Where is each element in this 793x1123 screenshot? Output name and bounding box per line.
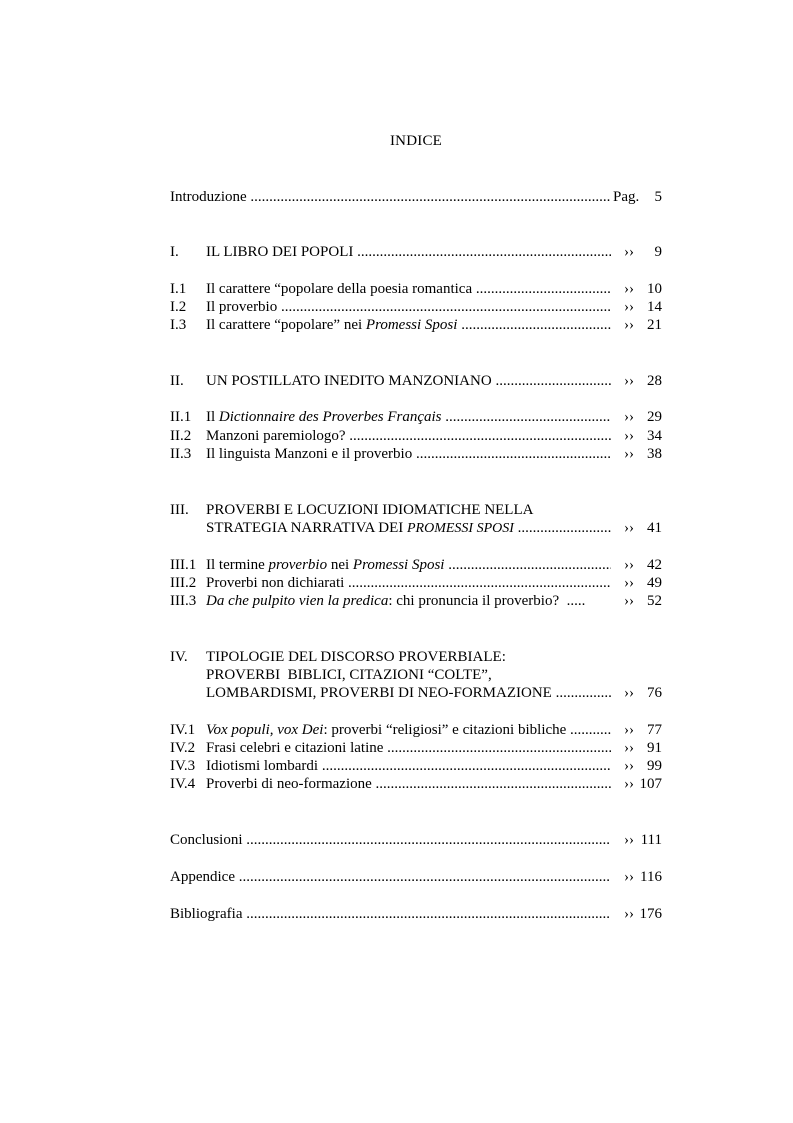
page-number: 5 [654, 189, 662, 205]
arrow-mark: ›› [624, 832, 634, 848]
chapter-number: II. [170, 373, 184, 389]
section-number: III.3 [170, 593, 197, 609]
page-number: 111 [640, 832, 662, 848]
chapter-number: IV. [170, 649, 188, 665]
chapter-number: III. [170, 502, 189, 518]
toc-section-4-3[interactable] [170, 757, 662, 776]
page-number: 52 [647, 593, 662, 609]
section-number: I.2 [170, 299, 187, 315]
arrow-mark: ›› [624, 520, 634, 536]
section-title-italic: Vox populi, vox Dei [206, 722, 324, 738]
section-number: I.3 [170, 317, 187, 333]
toc-section-2-3[interactable] [170, 445, 662, 464]
chapter-title: PROVERBI E LOCUZIONI IDIOMATICHE NELLA [206, 502, 534, 518]
toc-section-2-2[interactable] [170, 427, 662, 446]
toc-chapter-3-line1[interactable] [170, 501, 662, 520]
section-title: : chi pronuncia il proverbio? [388, 593, 560, 609]
arrow-mark: ›› [624, 244, 634, 260]
section-number: IV.1 [170, 722, 196, 738]
section-title: nei [327, 557, 353, 573]
section-title-italic: Da che pulpito vien la predica [206, 593, 389, 609]
arrow-mark: ›› [624, 776, 634, 792]
chapter-number: I. [170, 244, 179, 260]
arrow-mark: ›› [624, 409, 634, 425]
toc-section-4-4[interactable] [170, 775, 662, 794]
section-title: Manzoni paremiologo? [206, 428, 346, 444]
toc-chapter-1[interactable] [170, 243, 662, 262]
toc-entry-bibliografia[interactable] [170, 905, 662, 924]
section-title: Proverbi non dichiarati [206, 575, 345, 591]
page-number: 77 [647, 722, 662, 738]
section-number: II.2 [170, 428, 192, 444]
arrow-mark: ›› [624, 281, 634, 297]
toc-chapter-3-line2[interactable] [170, 519, 662, 538]
pag-label: Pag. [613, 189, 640, 205]
entry-label: Bibliografia [170, 906, 243, 922]
section-title: Proverbi di neo-formazione [206, 776, 372, 792]
section-title: Il termine [206, 557, 269, 573]
page-number: 34 [647, 428, 662, 444]
page-number: 49 [647, 575, 662, 591]
arrow-mark: ›› [624, 557, 634, 573]
section-number: II.3 [170, 446, 192, 462]
chapter-title: UN POSTILLATO INEDITO MANZONIANO [206, 373, 492, 389]
toc-chapter-2[interactable] [170, 372, 662, 391]
arrow-mark: ›› [624, 869, 634, 885]
chapter-title: TIPOLOGIE DEL DISCORSO PROVERBIALE: [206, 649, 506, 665]
arrow-mark: ›› [624, 685, 634, 701]
section-title-italic: proverbio [268, 557, 328, 573]
section-title: Frasi celebri e citazioni latine [206, 740, 384, 756]
toc-chapter-4-line1[interactable] [170, 648, 662, 667]
section-title: Il linguista Manzoni e il proverbio [206, 446, 413, 462]
section-number: IV.2 [170, 740, 196, 756]
entry-label: Introduzione [170, 189, 247, 205]
section-title: Il carattere “popolare della poesia romantica [206, 281, 473, 297]
page-number: 76 [647, 685, 662, 701]
toc-section-1-1[interactable] [170, 280, 662, 299]
arrow-mark: ›› [624, 906, 634, 922]
section-number: II.1 [170, 409, 192, 425]
toc-section-2-1[interactable] [170, 408, 662, 427]
page-number: 91 [647, 740, 662, 756]
arrow-mark: ›› [624, 446, 634, 462]
arrow-mark: ›› [624, 575, 634, 591]
section-number: III.1 [170, 557, 197, 573]
toc-entry-conclusioni[interactable] [170, 831, 662, 850]
section-title-italic: Dictionnaire des Proverbes Français [218, 409, 442, 425]
toc-section-4-2[interactable] [170, 739, 662, 758]
entry-label: Conclusioni [170, 832, 243, 848]
arrow-mark: ›› [624, 373, 634, 389]
page-title: INDICE [389, 133, 443, 149]
toc-entry-appendice[interactable] [170, 868, 662, 887]
chapter-title: IL LIBRO DEI POPOLI [206, 244, 354, 260]
page-number: 9 [654, 244, 662, 260]
section-title-italic: Promessi Sposi [365, 317, 458, 333]
entry-label: Appendice [170, 869, 235, 885]
page-number: 41 [647, 520, 662, 536]
page-number: 116 [640, 869, 662, 885]
section-title: : proverbi “religiosi” e citazioni bibliche [323, 722, 567, 738]
page-number: 38 [647, 446, 662, 462]
page-number: 99 [647, 758, 662, 774]
section-title: Il [206, 409, 219, 425]
arrow-mark: ›› [624, 740, 634, 756]
toc-chapter-4-line2[interactable] [170, 666, 662, 685]
arrow-mark: ›› [624, 722, 634, 738]
toc-chapter-4-line3[interactable] [170, 684, 662, 703]
toc-section-3-2[interactable] [170, 574, 662, 593]
section-number: IV.3 [170, 758, 196, 774]
arrow-mark: ›› [624, 317, 634, 333]
section-title: Idiotismi lombardi [206, 758, 319, 774]
arrow-mark: ›› [624, 758, 634, 774]
section-number: I.1 [170, 281, 187, 297]
toc-section-4-1[interactable] [170, 721, 662, 740]
section-number: III.2 [170, 575, 197, 591]
section-title: Il proverbio [206, 299, 278, 315]
page-number: 107 [639, 776, 662, 792]
toc-section-3-3[interactable] [170, 592, 662, 611]
arrow-mark: ›› [624, 299, 634, 315]
section-dots: ..... [566, 593, 586, 609]
chapter-title-italic: PROMESSI SPOSI [406, 521, 514, 536]
page-number: 176 [639, 906, 662, 922]
page-number: 14 [647, 299, 662, 315]
toc-entry-introduzione[interactable] [170, 188, 662, 207]
arrow-mark: ›› [624, 593, 634, 609]
chapter-title: LOMBARDISMI, PROVERBI DI NEO-FORMAZIONE [206, 685, 552, 701]
section-title-italic: Promessi Sposi [352, 557, 445, 573]
toc-section-3-1[interactable] [170, 556, 662, 575]
page-number: 42 [647, 557, 662, 573]
arrow-mark: ›› [624, 428, 634, 444]
toc-section-1-3[interactable] [170, 316, 662, 335]
chapter-title: PROVERBI BIBLICI, CITAZIONI “COLTE”, [206, 667, 492, 683]
section-title: Il carattere “popolare” nei [206, 317, 366, 333]
page-number: 21 [647, 317, 662, 333]
toc-section-1-2[interactable] [170, 298, 662, 317]
page-number: 28 [647, 373, 662, 389]
section-number: IV.4 [170, 776, 196, 792]
chapter-title: STRATEGIA NARRATIVA DEI [206, 520, 407, 536]
page-number: 29 [647, 409, 662, 425]
page-number: 10 [647, 281, 662, 297]
